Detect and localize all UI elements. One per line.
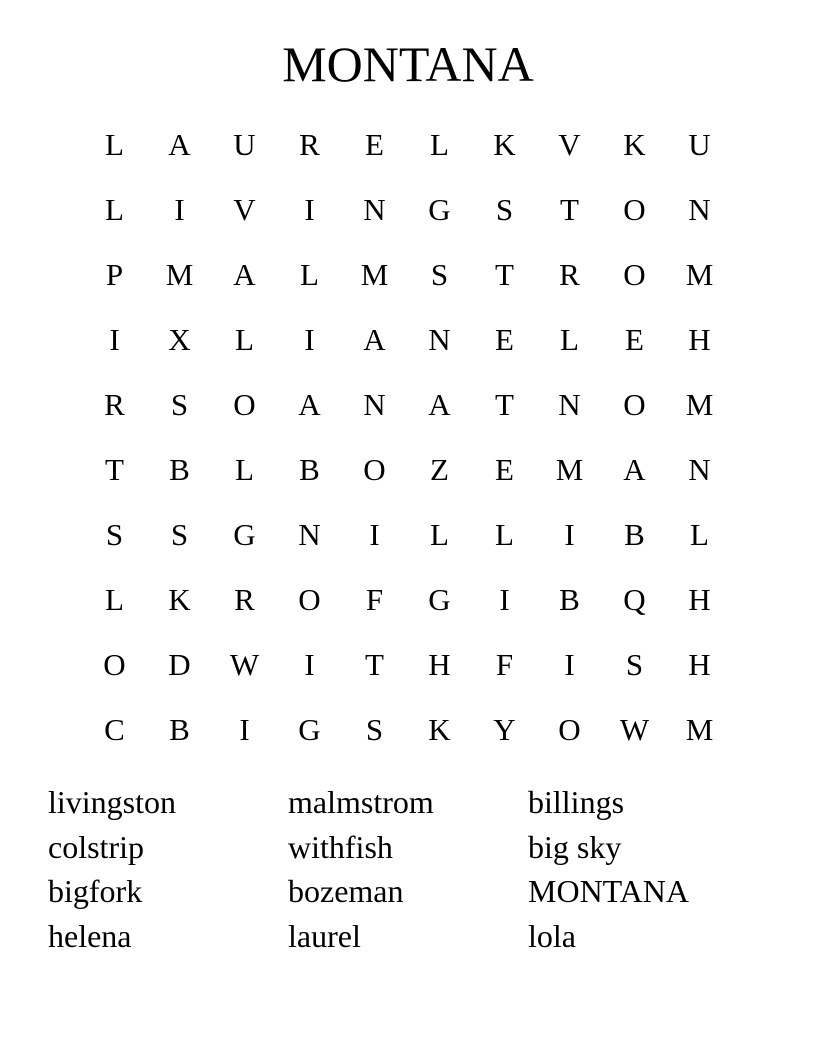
grid-row <box>82 112 732 177</box>
word-bank-item: laurel <box>288 918 361 955</box>
word-bank-item: billings <box>528 784 625 820</box>
grid-letter: B <box>169 712 190 747</box>
grid-letter: K <box>493 127 516 162</box>
grid-letter: L <box>690 517 709 552</box>
word-bank-item: malmstrom <box>288 784 434 820</box>
grid-letter: O <box>623 387 646 422</box>
grid-letter: E <box>365 127 384 162</box>
grid-letter: L <box>430 127 449 162</box>
grid-letter: I <box>304 647 315 682</box>
grid-letter: I <box>239 712 250 747</box>
word-bank-item: withfish <box>288 828 393 865</box>
grid-letter: I <box>174 192 185 227</box>
grid-letter: L <box>235 452 254 487</box>
grid-letter: A <box>428 387 451 422</box>
grid-letter: O <box>298 582 321 617</box>
grid-letter: U <box>233 127 256 162</box>
grid-row <box>82 372 732 437</box>
grid-letter: I <box>564 517 575 552</box>
grid-letter: V <box>558 127 581 162</box>
grid-letter: B <box>169 452 190 487</box>
grid-letter: R <box>299 127 320 162</box>
grid-letter: C <box>104 712 125 747</box>
grid-letter: N <box>298 517 321 552</box>
word-bank-item: helena <box>48 918 132 955</box>
grid-letter: H <box>688 322 711 357</box>
grid-letter: X <box>168 322 191 357</box>
grid-letter: M <box>685 257 714 292</box>
grid-letter: O <box>363 452 386 487</box>
grid-letter: N <box>688 192 711 227</box>
grid-letter: Z <box>430 452 449 487</box>
letter-grid <box>82 112 732 762</box>
grid-letter: G <box>428 192 451 227</box>
grid-letter: L <box>105 192 124 227</box>
grid-letter: F <box>365 582 384 617</box>
grid-row <box>82 177 732 242</box>
grid-letter: L <box>430 517 449 552</box>
grid-letter: S <box>625 647 644 682</box>
grid-letter: V <box>233 192 256 227</box>
word-bank-item: bigfork <box>48 873 143 910</box>
grid-letter: A <box>298 387 321 422</box>
grid-letter: H <box>688 582 711 617</box>
grid-letter: Q <box>623 582 646 617</box>
grid-letter: S <box>365 712 384 747</box>
grid-letter: B <box>624 517 645 552</box>
word-bank-item: livingston <box>48 784 177 820</box>
grid-letter: W <box>619 712 650 747</box>
grid-letter: R <box>559 257 580 292</box>
grid-letter: D <box>168 647 191 682</box>
grid-letter: G <box>428 582 451 617</box>
grid-letter: L <box>105 127 124 162</box>
grid-letter: F <box>495 647 514 682</box>
grid-letter: M <box>165 257 194 292</box>
grid-letter: N <box>363 192 386 227</box>
grid-row <box>82 567 732 632</box>
grid-letter: N <box>558 387 581 422</box>
grid-letter: N <box>428 322 451 357</box>
grid-letter: A <box>168 127 191 162</box>
grid-row <box>82 697 732 762</box>
grid-letter: U <box>688 127 711 162</box>
grid-row <box>82 437 732 502</box>
grid-letter: L <box>560 322 579 357</box>
grid-letter: A <box>363 322 386 357</box>
word-bank-item: colstrip <box>48 828 144 865</box>
grid-letter: S <box>430 257 449 292</box>
grid-letter: H <box>428 647 451 682</box>
grid-letter: I <box>369 517 380 552</box>
grid-letter: L <box>105 582 124 617</box>
grid-letter: T <box>105 452 124 487</box>
grid-letter: I <box>304 192 315 227</box>
grid-letter: I <box>109 322 120 357</box>
grid-letter: M <box>685 387 714 422</box>
grid-letter: S <box>105 517 124 552</box>
grid-letter: O <box>103 647 126 682</box>
grid-letter: T <box>495 387 514 422</box>
grid-letter: E <box>495 322 514 357</box>
grid-letter: K <box>168 582 191 617</box>
word-bank-item: bozeman <box>288 873 404 910</box>
puzzle-title: MONTANA <box>282 36 534 92</box>
grid-row <box>82 307 732 372</box>
grid-letter: I <box>564 647 575 682</box>
grid-letter: Y <box>493 712 516 747</box>
grid-letter: N <box>363 387 386 422</box>
grid-letter: O <box>623 257 646 292</box>
grid-letter: H <box>688 647 711 682</box>
grid-letter: P <box>105 257 124 292</box>
grid-letter: K <box>428 712 451 747</box>
grid-letter: O <box>233 387 256 422</box>
grid-letter: L <box>300 257 319 292</box>
grid-letter: M <box>685 712 714 747</box>
grid-letter: T <box>560 192 579 227</box>
grid-letter: A <box>623 452 646 487</box>
grid-letter: N <box>688 452 711 487</box>
grid-letter: L <box>235 322 254 357</box>
grid-letter: S <box>170 387 189 422</box>
grid-row <box>82 242 732 307</box>
grid-letter: I <box>499 582 510 617</box>
grid-letter: O <box>623 192 646 227</box>
grid-letter: M <box>360 257 389 292</box>
grid-letter: T <box>495 257 514 292</box>
word-bank-item: big sky <box>528 828 622 865</box>
grid-letter: R <box>234 582 255 617</box>
grid-letter: T <box>365 647 384 682</box>
grid-letter: G <box>298 712 321 747</box>
grid-letter: G <box>233 517 256 552</box>
grid-letter: B <box>559 582 580 617</box>
grid-letter: R <box>104 387 125 422</box>
grid-letter: L <box>495 517 514 552</box>
grid-letter: E <box>625 322 644 357</box>
grid-letter: K <box>623 127 646 162</box>
grid-letter: E <box>495 452 514 487</box>
grid-letter: W <box>229 647 260 682</box>
grid-row <box>82 632 732 697</box>
grid-letter: A <box>233 257 256 292</box>
grid-row <box>82 502 732 567</box>
word-bank <box>48 780 768 959</box>
grid-letter: B <box>299 452 320 487</box>
grid-letter: S <box>495 192 514 227</box>
word-bank-item: lola <box>528 918 576 955</box>
grid-letter: I <box>304 322 315 357</box>
grid-letter: M <box>555 452 584 487</box>
word-bank-item: MONTANA <box>528 873 689 910</box>
grid-letter: S <box>170 517 189 552</box>
grid-letter: O <box>558 712 581 747</box>
